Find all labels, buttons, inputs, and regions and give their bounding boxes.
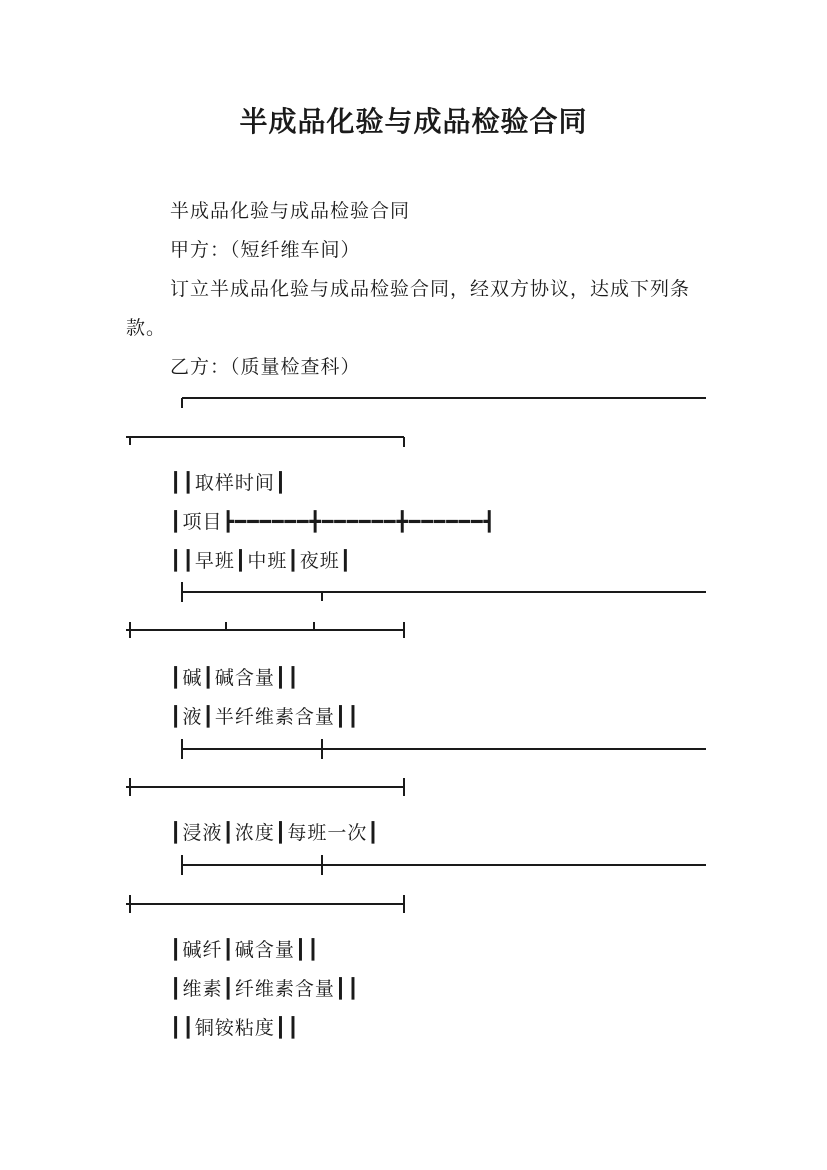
- document-body: [126, 192, 706, 1048]
- table-row: ┃碱纤┃碱含量┃┃: [170, 939, 320, 962]
- table-row: ┃液┃半纤维素含量┃┃: [170, 705, 360, 728]
- table-divider: [126, 737, 706, 815]
- table-top-border: [126, 386, 706, 464]
- agreement-paragraph: 订立半成品化验与成品检验合同，经双方协议，达成下列条款。: [126, 277, 691, 339]
- table-row: ┃项目┣━━━━━━╋━━━━━━╋━━━━━━┫: [170, 511, 497, 534]
- party-a-line: 甲方：（短纤维车间）: [170, 238, 361, 261]
- table-row: ┃┃早班┃中班┃夜班┃: [170, 550, 353, 573]
- table-row: ┃┃取样时间┃: [170, 472, 288, 495]
- table-divider: [126, 581, 706, 659]
- party-b-line: 乙方：（质量检查科）: [170, 355, 361, 378]
- subtitle-line: 半成品化验与成品检验合同: [170, 200, 411, 222]
- table-row: ┃┃铜铵粘度┃┃: [170, 1016, 300, 1039]
- table-row: ┃浸液┃浓度┃每班一次┃: [170, 822, 380, 845]
- table-row: ┃碱┃碱含量┃┃: [170, 666, 300, 689]
- table-row: ┃维素┃纤维素含量┃┃: [170, 977, 360, 1000]
- document-title: 半成品化验与成品检验合同: [239, 105, 588, 138]
- table-divider: [126, 853, 706, 931]
